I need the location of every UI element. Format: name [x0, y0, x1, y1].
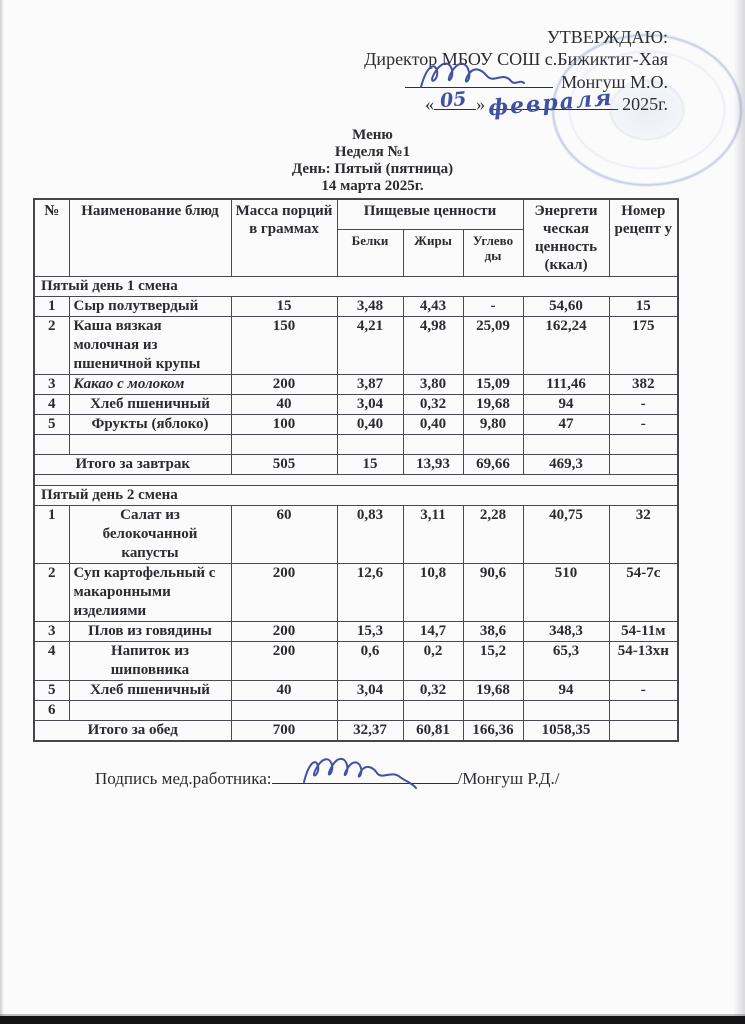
table-row — [34, 681, 678, 701]
menu-title-block — [0, 127, 745, 195]
approval-heading: УТВЕРЖДАЮ: — [546, 27, 668, 47]
cell-energy: 162,24 — [523, 317, 609, 375]
cell-carbs: 2,28 — [463, 506, 523, 564]
cell-protein — [337, 435, 403, 455]
cell-protein: 4,21 — [337, 317, 403, 375]
table-row — [34, 622, 678, 642]
cell-energy: 111,46 — [523, 375, 609, 395]
menu-table-body — [34, 277, 678, 742]
cell-energy: 94 — [523, 681, 609, 701]
col-header-nutrition: Пищевые ценности — [337, 199, 523, 230]
cell-energy — [523, 435, 609, 455]
cell-fat: 0,32 — [403, 681, 463, 701]
cell-fat: 0,2 — [403, 642, 463, 681]
cell-fat: 4,43 — [403, 297, 463, 317]
cell-protein: 0,40 — [337, 415, 403, 435]
cell-name: Суп картофельный с макаронными изделиями — [69, 564, 231, 622]
director-name: Монгуш М.О. — [561, 72, 668, 92]
cell-recipe: 382 — [609, 375, 678, 395]
cell-fat: 14,7 — [403, 622, 463, 642]
cell-fat — [403, 701, 463, 721]
cell-recipe: 54-7с — [609, 564, 678, 622]
approval-block — [0, 26, 668, 122]
cell-carbs: 19,68 — [463, 681, 523, 701]
approval-date-line — [0, 84, 668, 122]
total-carbs: 166,36 — [463, 721, 523, 742]
total-recipe — [609, 721, 678, 742]
cell-mass: 15 — [231, 297, 337, 317]
cell-name — [69, 435, 231, 455]
table-row — [34, 415, 678, 435]
cell-name: Хлеб пшеничный — [69, 681, 231, 701]
total-protein: 32,37 — [337, 721, 403, 742]
table-row — [34, 395, 678, 415]
cell-num: 1 — [34, 297, 69, 317]
section-title: Пятый день 2 смена — [34, 486, 678, 506]
cell-mass: 200 — [231, 564, 337, 622]
cell-num: 4 — [34, 642, 69, 681]
table-row — [34, 506, 678, 564]
total-protein: 15 — [337, 455, 403, 475]
cell-carbs: 15,2 — [463, 642, 523, 681]
cell-name: Хлеб пшеничный — [69, 395, 231, 415]
cell-carbs — [463, 701, 523, 721]
section-header-row — [34, 277, 678, 297]
cell-num: 3 — [34, 375, 69, 395]
scan-edge-right — [733, 0, 745, 1024]
cell-energy: 510 — [523, 564, 609, 622]
cell-recipe: 175 — [609, 317, 678, 375]
cell-protein: 12,6 — [337, 564, 403, 622]
cell-num: 2 — [34, 317, 69, 375]
cell-carbs: 19,68 — [463, 395, 523, 415]
cell-protein: 0,83 — [337, 506, 403, 564]
cell-recipe: - — [609, 395, 678, 415]
med-signature-label: Подпись мед.работника: — [95, 769, 272, 788]
cell-num: 2 — [34, 564, 69, 622]
med-worker-name: /Монгуш Р.Д./ — [457, 769, 560, 788]
cell-protein: 15,3 — [337, 622, 403, 642]
cell-carbs: - — [463, 297, 523, 317]
cell-recipe: - — [609, 415, 678, 435]
title-week: Неделя №1 — [334, 144, 411, 160]
cell-energy: 348,3 — [523, 622, 609, 642]
approval-director-line: Директор МБОУ СОШ с.Бижиктиг-Хая — [364, 49, 668, 69]
cell-name: Фрукты (яблоко) — [69, 415, 231, 435]
cell-mass: 40 — [231, 681, 337, 701]
col-header-energy: Энергети ческая ценность (ккал) — [523, 199, 609, 277]
cell-name: Каша вязкая молочная из пшеничной крупы — [69, 317, 231, 375]
quote-close: » — [476, 94, 486, 114]
cell-fat: 3,80 — [403, 375, 463, 395]
total-label: Итого за завтрак — [34, 455, 231, 475]
med-signature-icon — [300, 750, 420, 792]
table-row — [34, 297, 678, 317]
menu-table — [33, 198, 679, 742]
cell-carbs: 38,6 — [463, 622, 523, 642]
col-header-recipe: Номер рецепт у — [609, 199, 678, 277]
header-row-1 — [34, 199, 678, 230]
cell-fat: 0,40 — [403, 415, 463, 435]
cell-protein: 3,04 — [337, 395, 403, 415]
spacer-row — [34, 475, 678, 486]
handwritten-month: февраля — [486, 84, 615, 122]
cell-mass: 200 — [231, 375, 337, 395]
cell-fat: 3,11 — [403, 506, 463, 564]
cell-name — [69, 701, 231, 721]
cell-name: Салат из белокочанной капусты — [69, 506, 231, 564]
cell-name: Напиток из шиповника — [69, 642, 231, 681]
col-header-carbs: Углево ды — [463, 230, 523, 277]
med-signature-blank — [272, 766, 458, 784]
cell-fat: 4,98 — [403, 317, 463, 375]
cell-name: Сыр полутвердый — [69, 297, 231, 317]
cell-num: 1 — [34, 506, 69, 564]
handwritten-day: 05 — [439, 87, 468, 113]
cell-name: Какао с молоком — [69, 375, 231, 395]
cell-mass — [231, 435, 337, 455]
director-signature-blank — [405, 70, 553, 88]
col-header-mass: Масса порций в граммах — [231, 199, 337, 277]
col-header-fat: Жиры — [403, 230, 463, 277]
cell-fat — [403, 435, 463, 455]
cell-recipe: 54-11м — [609, 622, 678, 642]
total-recipe — [609, 455, 678, 475]
table-row — [34, 375, 678, 395]
section-header-row — [34, 486, 678, 506]
cell-num: 3 — [34, 622, 69, 642]
section-title: Пятый день 1 смена — [34, 277, 678, 297]
cell-protein: 3,48 — [337, 297, 403, 317]
total-row — [34, 721, 678, 742]
cell-recipe: 54-13хн — [609, 642, 678, 681]
total-energy: 1058,35 — [523, 721, 609, 742]
cell-mass: 100 — [231, 415, 337, 435]
cell-carbs: 15,09 — [463, 375, 523, 395]
cell-protein — [337, 701, 403, 721]
total-label: Итого за обед — [34, 721, 231, 742]
col-header-num: № — [34, 199, 69, 277]
cell-recipe — [609, 435, 678, 455]
cell-protein: 3,87 — [337, 375, 403, 395]
scan-edge-bottom — [0, 1016, 745, 1024]
cell-mass: 200 — [231, 642, 337, 681]
total-mass: 700 — [231, 721, 337, 742]
month-blank — [486, 84, 618, 122]
cell-recipe: - — [609, 681, 678, 701]
cell-name: Плов из говядины — [69, 622, 231, 642]
cell-carbs: 25,09 — [463, 317, 523, 375]
table-row — [34, 642, 678, 681]
cell-carbs: 90,6 — [463, 564, 523, 622]
table-row — [34, 435, 678, 455]
quote-open: « — [425, 94, 435, 114]
col-header-protein: Белки — [337, 230, 403, 277]
cell-num: 5 — [34, 681, 69, 701]
total-carbs: 69,66 — [463, 455, 523, 475]
cell-recipe: 32 — [609, 506, 678, 564]
cell-num: 4 — [34, 395, 69, 415]
approval-year: 2025г. — [622, 94, 668, 114]
table-row — [34, 564, 678, 622]
cell-energy: 54,60 — [523, 297, 609, 317]
cell-protein: 3,04 — [337, 681, 403, 701]
total-fat: 13,93 — [403, 455, 463, 475]
total-fat: 60,81 — [403, 721, 463, 742]
table-row — [34, 701, 678, 721]
cell-num — [34, 435, 69, 455]
cell-num: 6 — [34, 701, 69, 721]
cell-energy — [523, 701, 609, 721]
title-date: 14 марта 2025г. — [321, 178, 424, 194]
cell-mass: 200 — [231, 622, 337, 642]
cell-carbs — [463, 435, 523, 455]
director-signature-icon — [417, 57, 527, 95]
cell-fat: 10,8 — [403, 564, 463, 622]
cell-mass: 60 — [231, 506, 337, 564]
cell-mass: 150 — [231, 317, 337, 375]
total-mass: 505 — [231, 455, 337, 475]
menu-table-head — [34, 199, 678, 277]
col-header-name: Наименование блюд — [69, 199, 231, 277]
cell-energy: 40,75 — [523, 506, 609, 564]
cell-recipe — [609, 701, 678, 721]
day-blank — [434, 87, 476, 113]
cell-recipe: 15 — [609, 297, 678, 317]
cell-fat: 0,32 — [403, 395, 463, 415]
total-row — [34, 455, 678, 475]
cell-protein: 0,6 — [337, 642, 403, 681]
title-day: День: Пятый (пятница) — [291, 161, 454, 177]
cell-carbs: 9,80 — [463, 415, 523, 435]
med-signature-block — [95, 766, 745, 789]
cell-energy: 94 — [523, 395, 609, 415]
cell-energy: 47 — [523, 415, 609, 435]
table-row — [34, 317, 678, 375]
title-menu: Меню — [352, 127, 393, 143]
cell-energy: 65,3 — [523, 642, 609, 681]
cell-num: 5 — [34, 415, 69, 435]
cell-mass: 40 — [231, 395, 337, 415]
cell-mass — [231, 701, 337, 721]
total-energy: 469,3 — [523, 455, 609, 475]
scan-edge-left — [0, 0, 4, 1024]
